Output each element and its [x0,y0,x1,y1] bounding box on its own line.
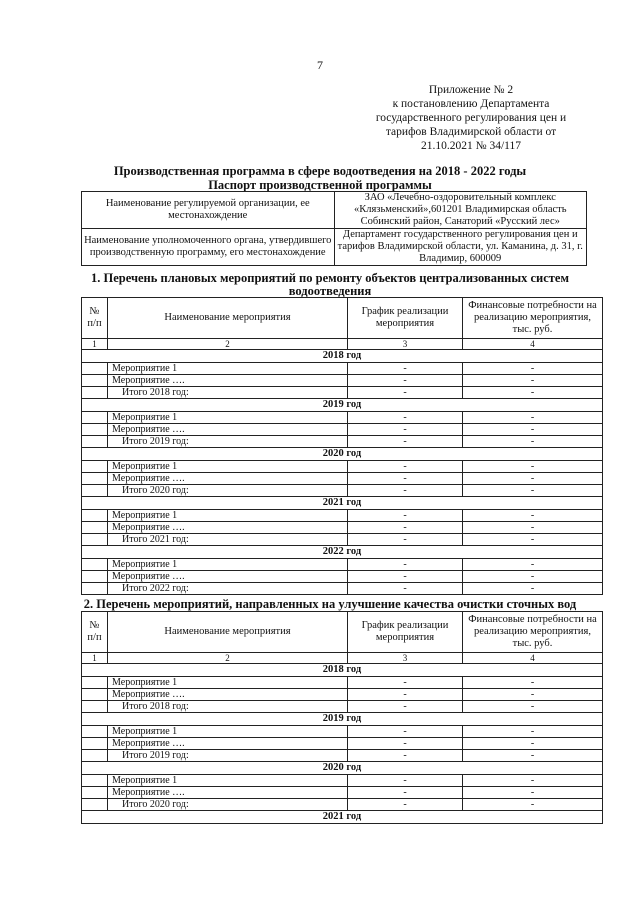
table-row [82,738,603,750]
total-label: Итого 2019 год: [108,750,348,762]
row-number [82,571,108,583]
table-row [82,412,603,424]
finance-value: - [463,787,603,799]
row-number [82,424,108,436]
table-row [82,559,603,571]
passport-title: Паспорт производственной программы [208,178,432,192]
column-number: 1 [82,653,108,664]
event-name: Мероприятие 1 [108,726,348,738]
event-name: Мероприятие 1 [108,677,348,689]
schedule-value: - [348,787,463,799]
table-row [82,677,603,689]
total-row [82,583,603,595]
schedule-value: - [348,583,463,595]
column-number-row [82,653,603,664]
total-label: Итого 2019 год: [108,436,348,448]
total-row [82,799,603,811]
col-schedule-header: График реализации мероприятия [348,298,463,339]
schedule-value: - [348,375,463,387]
program-title: Производственная программа в сфере водоотведения на 2018 - 2022 годы [113,164,527,178]
col-num-header: № п/п [82,612,108,653]
column-number: 3 [348,339,463,350]
year-label: 2020 год [82,762,603,775]
schedule-value: - [348,485,463,497]
event-name: Мероприятие …. [108,571,348,583]
year-label: 2020 год [82,448,603,461]
column-number: 1 [82,339,108,350]
total-row [82,387,603,399]
section-2-table [81,611,603,824]
schedule-value: - [348,571,463,583]
schedule-value: - [348,750,463,762]
org-value: ЗАО «Лечебно-оздоровительный комплекс «Клязьменский»,601201 Владимирская область Собинский район, Санаторий «Русский лес» [334,192,587,229]
column-number: 2 [108,653,348,664]
finance-value: - [463,473,603,485]
year-row [82,546,603,559]
row-number [82,387,108,399]
total-row [82,436,603,448]
total-row [82,750,603,762]
schedule-value: - [348,522,463,534]
finance-value: - [463,387,603,399]
header-row [82,298,603,339]
appendix-line: государственного регулирования цен и [375,112,567,124]
finance-value: - [463,701,603,713]
page-number: 7 [317,58,323,72]
finance-value: - [463,726,603,738]
schedule-value: - [348,436,463,448]
table-row [82,363,603,375]
row-number [82,701,108,713]
year-label: 2019 год [82,399,603,412]
column-number: 4 [463,653,603,664]
schedule-value: - [348,726,463,738]
finance-value: - [463,799,603,811]
row-number [82,750,108,762]
year-label: 2018 год [82,664,603,677]
finance-value: - [463,571,603,583]
row-number [82,738,108,750]
table-row [82,571,603,583]
event-name: Мероприятие 1 [108,559,348,571]
schedule-value: - [348,559,463,571]
section-1-table [81,297,603,595]
schedule-value: - [348,738,463,750]
row-number [82,375,108,387]
event-name: Мероприятие …. [108,689,348,701]
total-label: Итого 2018 год: [108,387,348,399]
row-number [82,363,108,375]
total-row [82,534,603,546]
authority-value: Департамент государственного регулирования цен и тарифов Владимирской области, ул. Каманина, д. 31, г. Владимир, 600009 [334,229,587,266]
col-name-header: Наименование мероприятия [108,298,348,339]
row-number [82,473,108,485]
col-schedule-header: График реализации мероприятия [348,612,463,653]
finance-value: - [463,677,603,689]
passport-table [81,191,587,266]
finance-value: - [463,412,603,424]
year-row [82,399,603,412]
event-name: Мероприятие …. [108,787,348,799]
schedule-value: - [348,775,463,787]
row-number [82,510,108,522]
header-row [82,612,603,653]
year-row [82,811,603,824]
finance-value: - [463,436,603,448]
schedule-value: - [348,387,463,399]
row-number [82,461,108,473]
total-row [82,701,603,713]
year-label: 2021 год [82,497,603,510]
row-number [82,583,108,595]
column-number-row [82,339,603,350]
schedule-value: - [348,799,463,811]
event-name: Мероприятие …. [108,522,348,534]
finance-value: - [463,775,603,787]
finance-value: - [463,750,603,762]
event-name: Мероприятие …. [108,738,348,750]
year-row [82,713,603,726]
row-number [82,689,108,701]
event-name: Мероприятие 1 [108,363,348,375]
total-label: Итого 2022 год: [108,583,348,595]
document-title [60,164,580,192]
finance-value: - [463,510,603,522]
table-row [82,726,603,738]
row-number [82,412,108,424]
finance-value: - [463,583,603,595]
year-label: 2018 год [82,350,603,363]
row-number [82,726,108,738]
total-label: Итого 2021 год: [108,534,348,546]
schedule-value: - [348,510,463,522]
row-number [82,485,108,497]
year-label: 2022 год [82,546,603,559]
table-row [82,424,603,436]
section-1-title: 1. Перечень плановых мероприятий по ремонту объектов централизованных систем водоотведения [91,271,569,298]
total-label: Итого 2020 год: [108,485,348,497]
table-row [82,510,603,522]
total-label: Итого 2020 год: [108,799,348,811]
row-number [82,799,108,811]
year-row [82,448,603,461]
authority-label: Наименование уполномоченного органа, утвердившего производственную программу, его местонахождение [82,229,335,266]
schedule-value: - [348,473,463,485]
total-label: Итого 2018 год: [108,701,348,713]
appendix-line: 21.10.2021 № 34/117 [421,140,521,152]
total-row [82,485,603,497]
column-number: 4 [463,339,603,350]
finance-value: - [463,424,603,436]
col-finance-header: Финансовые потребности на реализацию мероприятия, тыс. руб. [463,612,603,653]
schedule-value: - [348,689,463,701]
schedule-value: - [348,424,463,436]
appendix-line: Приложение № 2 [428,84,514,96]
year-row [82,762,603,775]
row-number [82,677,108,689]
event-name: Мероприятие 1 [108,412,348,424]
org-label: Наименование регулируемой организации, ее местонахождение [82,192,335,229]
finance-value: - [463,485,603,497]
year-row [82,664,603,677]
event-name: Мероприятие 1 [108,775,348,787]
schedule-value: - [348,363,463,375]
schedule-value: - [348,701,463,713]
event-name: Мероприятие 1 [108,461,348,473]
event-name: Мероприятие 1 [108,510,348,522]
table-row [82,522,603,534]
year-label: 2019 год [82,713,603,726]
appendix-line: к постановлению Департамента [392,98,550,110]
year-row [82,350,603,363]
appendix-line: тарифов Владимирской области от [385,126,557,138]
column-number: 2 [108,339,348,350]
table-row [82,473,603,485]
event-name: Мероприятие …. [108,473,348,485]
finance-value: - [463,375,603,387]
schedule-value: - [348,412,463,424]
col-name-header: Наименование мероприятия [108,612,348,653]
section-2-title: 2. Перечень мероприятий, направленных на улучшение качества очистки сточных вод [83,597,577,611]
finance-value: - [463,522,603,534]
table-row [82,375,603,387]
event-name: Мероприятие …. [108,424,348,436]
table-row [82,787,603,799]
schedule-value: - [348,461,463,473]
row-number [82,559,108,571]
appendix-block [356,83,586,153]
finance-value: - [463,461,603,473]
table-row [82,775,603,787]
finance-value: - [463,689,603,701]
row-number [82,522,108,534]
row-number [82,787,108,799]
finance-value: - [463,534,603,546]
col-num-header: № п/п [82,298,108,339]
schedule-value: - [348,677,463,689]
finance-value: - [463,559,603,571]
column-number: 3 [348,653,463,664]
col-finance-header: Финансовые потребности на реализацию мероприятия, тыс. руб. [463,298,603,339]
row-number [82,775,108,787]
row-number [82,436,108,448]
year-label: 2021 год [82,811,603,824]
row-number [82,534,108,546]
table-row [82,689,603,701]
event-name: Мероприятие …. [108,375,348,387]
year-row [82,497,603,510]
finance-value: - [463,738,603,750]
schedule-value: - [348,534,463,546]
finance-value: - [463,363,603,375]
table-row [82,461,603,473]
